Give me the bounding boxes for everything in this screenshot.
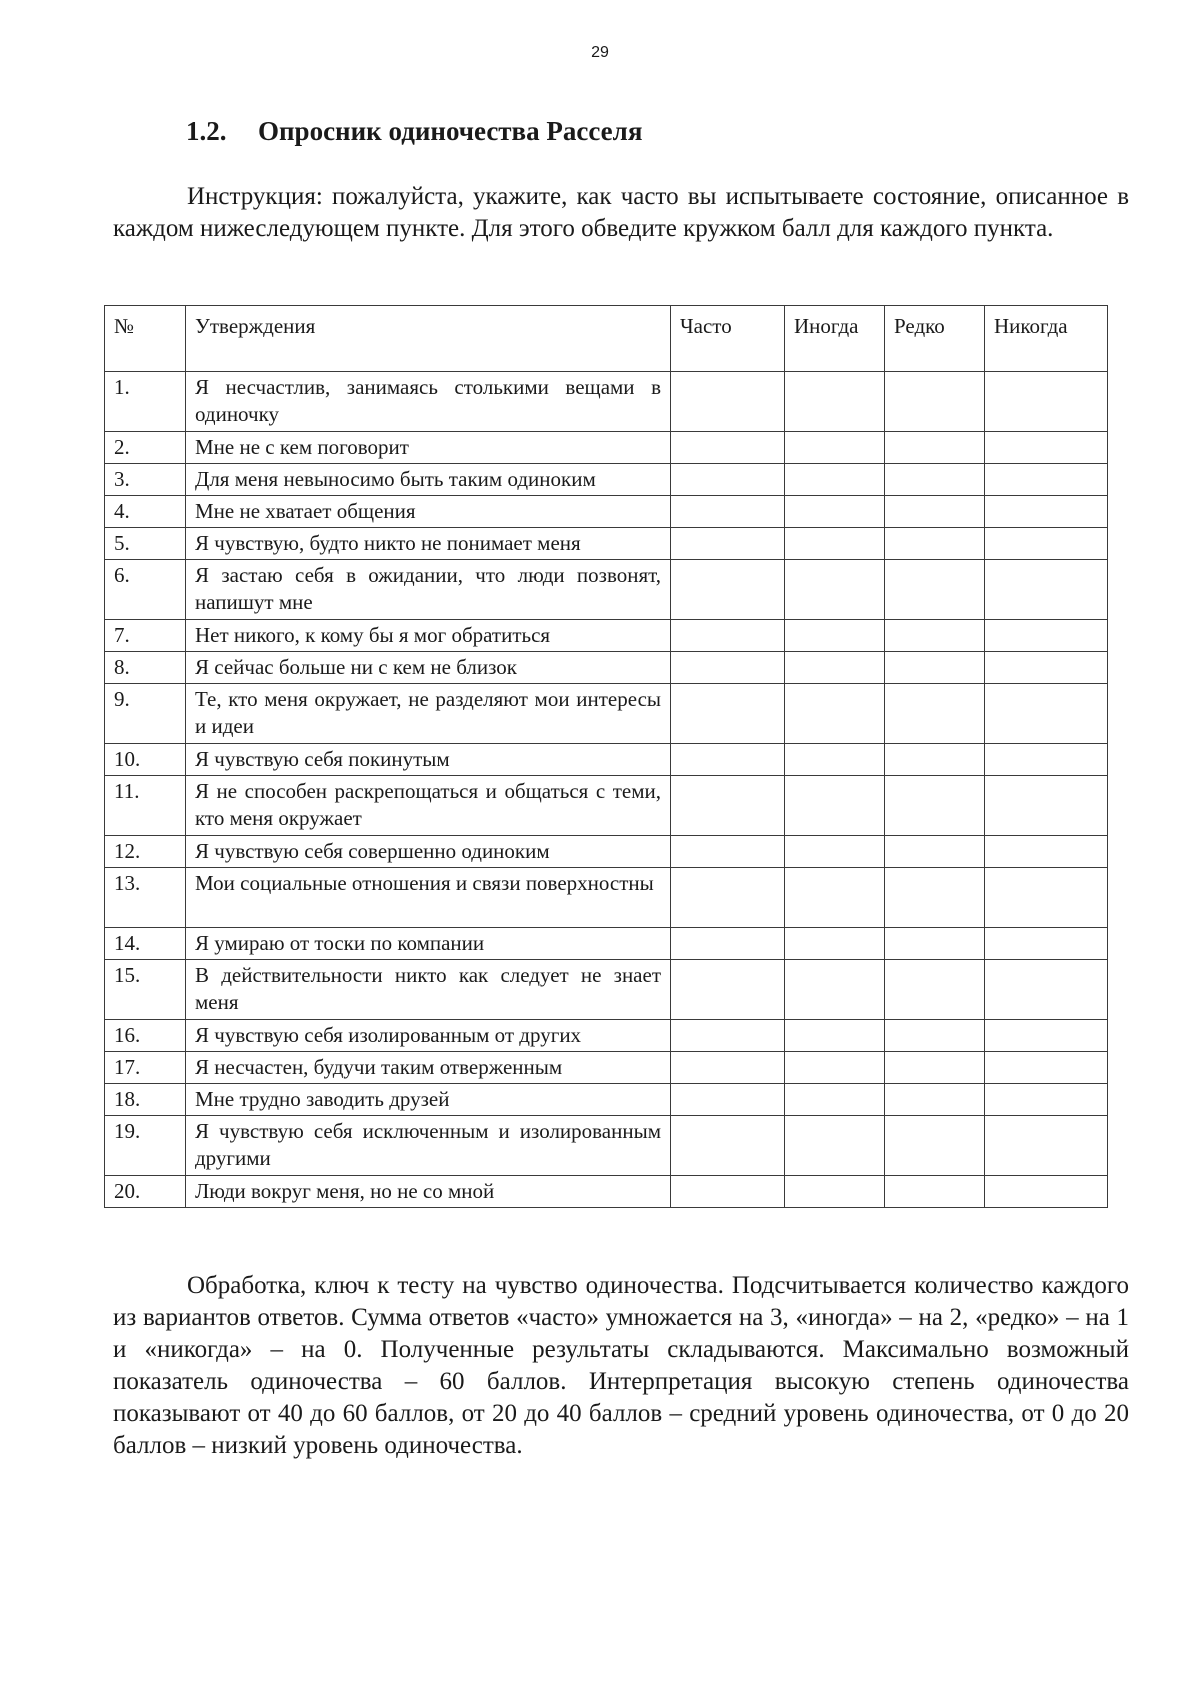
section-title (186, 116, 642, 147)
answer-cell-rarely[interactable] (885, 560, 985, 620)
section-title-text: Опросник одиночества Расселя (258, 116, 643, 146)
answer-cell-often[interactable] (671, 432, 785, 464)
table-row (105, 528, 1108, 560)
answer-cell-often[interactable] (671, 868, 785, 928)
processing-text: Обработка, ключ к тесту на чувство одиночества. Подсчитывается количество каждого из вариантов ответов. Сумма ответов «часто» умножается на 3, «иногда» – на 2, «редко» – на 1 и «никогда» – на 0. Полученные результаты складываются. Максимально возможный показатель одиночества – 60 баллов. Интерпретация высокую степень одиночества показывают от 40 до 60 баллов, от 20 до 40 баллов – средний уровень одиночества, от 0 до 20 баллов – низкий уровень одиночества. (113, 1272, 1129, 1459)
answer-cell-never[interactable] (985, 496, 1108, 528)
table-row (105, 744, 1108, 776)
table-row (105, 1084, 1108, 1116)
table-row (105, 496, 1108, 528)
answer-cell-sometimes[interactable] (785, 560, 885, 620)
questionnaire-table (104, 305, 1108, 1208)
row-number: 2. (105, 432, 186, 464)
row-number: 7. (105, 620, 186, 652)
row-statement: Я сейчас больше ни с кем не близок (186, 652, 671, 684)
answer-cell-sometimes[interactable] (785, 496, 885, 528)
row-number: 8. (105, 652, 186, 684)
answer-cell-sometimes[interactable] (785, 684, 885, 744)
answer-cell-sometimes[interactable] (785, 372, 885, 432)
row-number: 13. (105, 868, 186, 928)
answer-cell-rarely[interactable] (885, 496, 985, 528)
row-number: 5. (105, 528, 186, 560)
table-row (105, 652, 1108, 684)
answer-cell-sometimes[interactable] (785, 1084, 885, 1116)
table-row (105, 1176, 1108, 1208)
answer-cell-never[interactable] (985, 744, 1108, 776)
answer-cell-rarely[interactable] (885, 776, 985, 836)
answer-cell-never[interactable] (985, 868, 1108, 928)
answer-cell-sometimes[interactable] (785, 928, 885, 960)
answer-cell-never[interactable] (985, 432, 1108, 464)
row-statement: Я чувствую себя покинутым (186, 744, 671, 776)
answer-cell-often[interactable] (671, 1116, 785, 1176)
row-statement: Я несчастен, будучи таким отверженным (186, 1052, 671, 1084)
answer-cell-rarely[interactable] (885, 928, 985, 960)
answer-cell-rarely[interactable] (885, 1052, 985, 1084)
answer-cell-rarely[interactable] (885, 836, 985, 868)
answer-cell-sometimes[interactable] (785, 868, 885, 928)
answer-cell-never[interactable] (985, 928, 1108, 960)
row-number: 17. (105, 1052, 186, 1084)
answer-cell-often[interactable] (671, 776, 785, 836)
row-number: 6. (105, 560, 186, 620)
answer-cell-never[interactable] (985, 652, 1108, 684)
row-number: 18. (105, 1084, 186, 1116)
table-row (105, 372, 1108, 432)
row-statement: Я чувствую себя совершенно одиноким (186, 836, 671, 868)
answer-cell-never[interactable] (985, 1052, 1108, 1084)
row-number: 4. (105, 496, 186, 528)
answer-cell-never[interactable] (985, 1116, 1108, 1176)
header-never: Никогда (985, 306, 1108, 372)
row-statement: Мне не с кем поговорит (186, 432, 671, 464)
answer-cell-rarely[interactable] (885, 960, 985, 1020)
row-number: 11. (105, 776, 186, 836)
row-statement: Я не способен раскрепощаться и общаться с теми, кто меня окружает (186, 776, 671, 836)
answer-cell-never[interactable] (985, 620, 1108, 652)
answer-cell-never[interactable] (985, 528, 1108, 560)
row-statement: Для меня невыносимо быть таким одиноким (186, 464, 671, 496)
answer-cell-rarely[interactable] (885, 620, 985, 652)
table-row (105, 560, 1108, 620)
header-sometimes: Иногда (785, 306, 885, 372)
answer-cell-sometimes[interactable] (785, 1052, 885, 1084)
answer-cell-often[interactable] (671, 464, 785, 496)
row-number: 16. (105, 1020, 186, 1052)
answer-cell-often[interactable] (671, 960, 785, 1020)
answer-cell-often[interactable] (671, 560, 785, 620)
row-statement: Я чувствую себя исключенным и изолированным другими (186, 1116, 671, 1176)
answer-cell-never[interactable] (985, 560, 1108, 620)
row-number: 3. (105, 464, 186, 496)
answer-cell-sometimes[interactable] (785, 1176, 885, 1208)
table-row (105, 1052, 1108, 1084)
table-header-row (105, 306, 1108, 372)
row-statement: Я застаю себя в ожидании, что люди позвонят, напишут мне (186, 560, 671, 620)
answer-cell-rarely[interactable] (885, 1084, 985, 1116)
table-row (105, 1116, 1108, 1176)
row-number: 14. (105, 928, 186, 960)
answer-cell-often[interactable] (671, 684, 785, 744)
row-number: 19. (105, 1116, 186, 1176)
row-number: 12. (105, 836, 186, 868)
answer-cell-sometimes[interactable] (785, 1116, 885, 1176)
processing-paragraph (113, 1270, 1129, 1462)
row-statement: Я чувствую, будто никто не понимает меня (186, 528, 671, 560)
answer-cell-sometimes[interactable] (785, 528, 885, 560)
answer-cell-never[interactable] (985, 372, 1108, 432)
row-statement: Я несчастлив, занимаясь столькими вещами в одиночку (186, 372, 671, 432)
answer-cell-never[interactable] (985, 1084, 1108, 1116)
table-row (105, 432, 1108, 464)
answer-cell-often[interactable] (671, 1084, 785, 1116)
answer-cell-often[interactable] (671, 1176, 785, 1208)
instruction-text: Инструкция: пожалуйста, укажите, как часто вы испытываете состояние, описанное в каждом нижеследующем пункте. Для этого обведите кружком балл для каждого пункта. (113, 183, 1129, 242)
answer-cell-sometimes[interactable] (785, 1020, 885, 1052)
answer-cell-rarely[interactable] (885, 684, 985, 744)
answer-cell-never[interactable] (985, 836, 1108, 868)
answer-cell-rarely[interactable] (885, 372, 985, 432)
answer-cell-rarely[interactable] (885, 1116, 985, 1176)
answer-cell-rarely[interactable] (885, 464, 985, 496)
row-statement: Мне трудно заводить друзей (186, 1084, 671, 1116)
table-row (105, 464, 1108, 496)
answer-cell-often[interactable] (671, 836, 785, 868)
table-row (105, 1020, 1108, 1052)
header-statements: Утверждения (186, 306, 671, 372)
table-row (105, 684, 1108, 744)
answer-cell-sometimes[interactable] (785, 776, 885, 836)
row-statement: Я умираю от тоски по компании (186, 928, 671, 960)
row-number: 10. (105, 744, 186, 776)
instruction-paragraph (113, 181, 1129, 245)
header-number: № (105, 306, 186, 372)
answer-cell-rarely[interactable] (885, 1020, 985, 1052)
answer-cell-never[interactable] (985, 776, 1108, 836)
answer-cell-often[interactable] (671, 372, 785, 432)
answer-cell-often[interactable] (671, 620, 785, 652)
answer-cell-rarely[interactable] (885, 1176, 985, 1208)
answer-cell-sometimes[interactable] (785, 432, 885, 464)
header-rarely: Редко (885, 306, 985, 372)
row-number: 20. (105, 1176, 186, 1208)
row-statement: Мне не хватает общения (186, 496, 671, 528)
row-number: 15. (105, 960, 186, 1020)
answer-cell-sometimes[interactable] (785, 960, 885, 1020)
answer-cell-sometimes[interactable] (785, 836, 885, 868)
answer-cell-rarely[interactable] (885, 744, 985, 776)
answer-cell-never[interactable] (985, 464, 1108, 496)
answer-cell-often[interactable] (671, 528, 785, 560)
answer-cell-never[interactable] (985, 1176, 1108, 1208)
answer-cell-rarely[interactable] (885, 652, 985, 684)
table-row (105, 620, 1108, 652)
table-row (105, 960, 1108, 1020)
row-statement: Мои социальные отношения и связи поверхностны (186, 868, 671, 928)
row-statement: Те, кто меня окружает, не разделяют мои интересы и идеи (186, 684, 671, 744)
answer-cell-sometimes[interactable] (785, 464, 885, 496)
answer-cell-never[interactable] (985, 960, 1108, 1020)
row-number: 9. (105, 684, 186, 744)
row-statement: Нет никого, к кому бы я мог обратиться (186, 620, 671, 652)
answer-cell-often[interactable] (671, 928, 785, 960)
table-row (105, 868, 1108, 928)
row-statement: В действительности никто как следует не знает меня (186, 960, 671, 1020)
table-row (105, 776, 1108, 836)
answer-cell-often[interactable] (671, 744, 785, 776)
row-statement: Я чувствую себя изолированным от других (186, 1020, 671, 1052)
section-number: 1.2. (186, 116, 227, 146)
answer-cell-often[interactable] (671, 1020, 785, 1052)
answer-cell-often[interactable] (671, 1052, 785, 1084)
answer-cell-rarely[interactable] (885, 528, 985, 560)
answer-cell-rarely[interactable] (885, 868, 985, 928)
header-often: Часто (671, 306, 785, 372)
answer-cell-sometimes[interactable] (785, 652, 885, 684)
table-row (105, 928, 1108, 960)
answer-cell-sometimes[interactable] (785, 620, 885, 652)
page-number: 29 (591, 44, 609, 61)
answer-cell-often[interactable] (671, 652, 785, 684)
answer-cell-rarely[interactable] (885, 432, 985, 464)
answer-cell-sometimes[interactable] (785, 744, 885, 776)
row-statement: Люди вокруг меня, но не со мной (186, 1176, 671, 1208)
answer-cell-often[interactable] (671, 496, 785, 528)
answer-cell-never[interactable] (985, 1020, 1108, 1052)
answer-cell-never[interactable] (985, 684, 1108, 744)
row-number: 1. (105, 372, 186, 432)
table-row (105, 836, 1108, 868)
